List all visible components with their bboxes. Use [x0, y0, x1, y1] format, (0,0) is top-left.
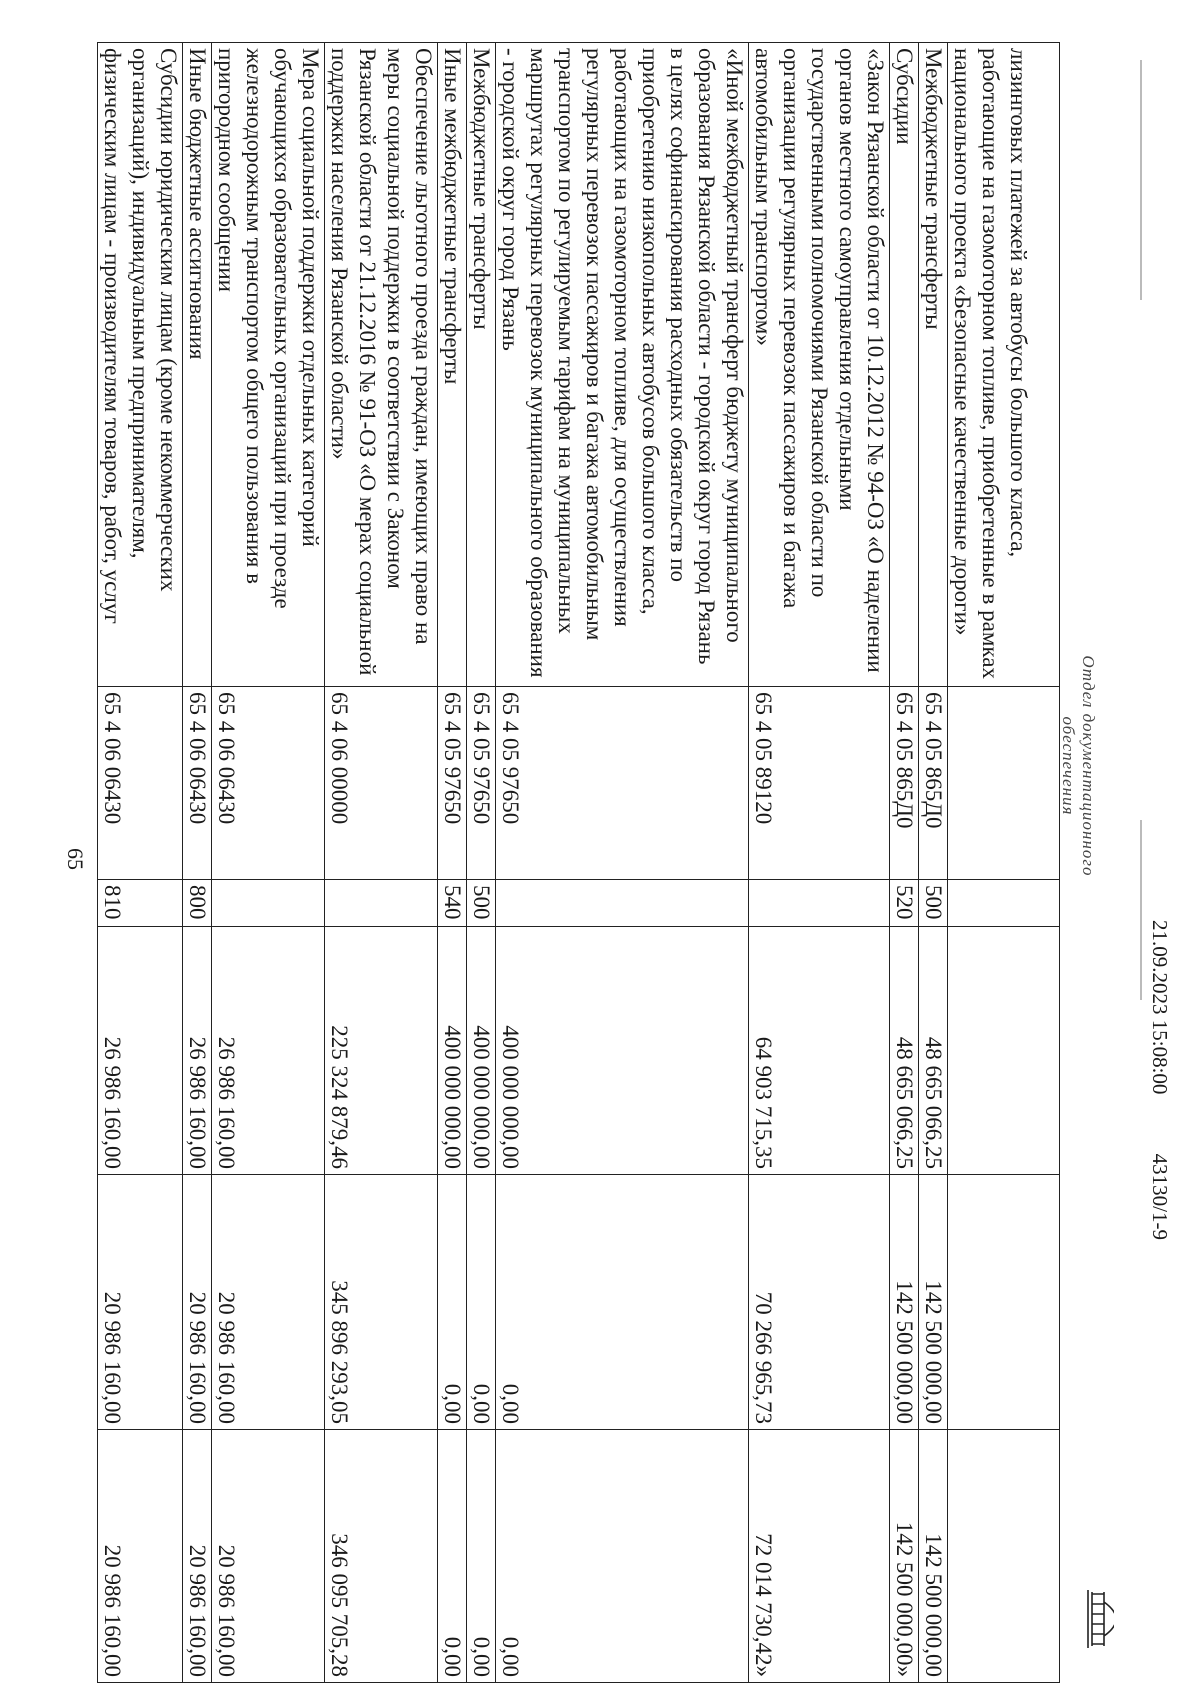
- cell-name: Иные межбюджетные трансферты: [438, 43, 467, 687]
- table-row: [919, 43, 948, 1683]
- cell-v2: 20 986 160,00: [183, 1175, 212, 1430]
- cell-code: 65 4 05 97650: [438, 687, 467, 880]
- cell-v1: 400 000 000,00: [496, 927, 749, 1175]
- cell-v3: 20 986 160,00: [183, 1430, 212, 1683]
- cell-code: 65 4 06 06430: [212, 687, 325, 880]
- table-row: [438, 43, 467, 1683]
- cell-vr: [212, 880, 325, 927]
- cell-v1: 48 665 066,25: [919, 927, 948, 1175]
- cell-v2: 0,00: [438, 1175, 467, 1430]
- cell-v3: 142 500 000,00: [919, 1430, 948, 1683]
- cell-name: Субсидии юридическим лицам (кроме некоммерческих организаций), индивидуальным предпринимателям, физическим лицам - производителям товаров, работ, услуг: [98, 43, 183, 687]
- cell-vr: 810: [98, 880, 183, 927]
- footer-datetime: 21.09.2023 15:08:00: [1148, 920, 1172, 1095]
- cell-code: 65 4 06 00000: [325, 687, 438, 880]
- table-row: [749, 43, 890, 1683]
- cell-name: Межбюджетные трансферты: [919, 43, 948, 687]
- budget-table-body: [98, 43, 1060, 1683]
- cell-code: 65 4 05 865Д0: [919, 687, 948, 880]
- cell-v3: 20 986 160,00: [212, 1430, 325, 1683]
- budget-table: [97, 42, 1060, 1683]
- cell-name: «Закон Рязанской области от 10.12.2012 № 94-ОЗ «О наделении органов местного самоуправления отдельными государственными полномочиями Рязанской области по организации регулярных перевозок пассажиров и багажа автомобильным транспортом»: [749, 43, 890, 687]
- footer: [1147, 920, 1172, 1294]
- cell-v2: 20 986 160,00: [212, 1175, 325, 1430]
- cell-v1: 400 000 000,00: [438, 927, 467, 1175]
- scan-artifact: [1140, 60, 1142, 300]
- cell-v2: 142 500 000,00: [919, 1175, 948, 1430]
- cell-v1: 400 000 000,00: [467, 927, 496, 1175]
- table-row: [98, 43, 183, 1683]
- budget-table-sheet: [100, 42, 1060, 1682]
- table-row: [183, 43, 212, 1683]
- cell-v2: 20 986 160,00: [98, 1175, 183, 1430]
- footer-doc-number: 43130/1-9: [1148, 1153, 1172, 1240]
- cell-v2: [948, 1175, 1060, 1430]
- cell-v2: 70 266 965,73: [749, 1175, 890, 1430]
- cell-name: «Иной межбюджетный трансферт бюджету муниципального образования Рязанской области - городской округ город Рязань в целях софинансирования расходных обязательств по приобретению низкопольных автобусов большого класса, работающих на газомоторном топливе, для осуществления регулярных перевозок пассажиров и багажа автомобильным транспортом по регулируемым тарифам на муниципальных маршрутах регулярных перевозок муниципального образования - городской округ город Рязань: [496, 43, 749, 687]
- cell-code: [948, 687, 1060, 880]
- stamp-line-1: Отдел документационного: [1079, 655, 1098, 877]
- cell-name: Мера социальной поддержки отдельных категорий обучающихся образовательных организаций при проезде железнодорожным транспортом общего пользования в пригородном сообщении: [212, 43, 325, 687]
- cell-name: лизинговых платежей за автобусы большого класса, работающие на газомоторном топливе, приобретенные в рамках национального проекта «Безопасные качественные дороги»: [948, 43, 1060, 687]
- table-row: [890, 43, 919, 1683]
- table-row: [325, 43, 438, 1683]
- cell-code: 65 4 06 06430: [183, 687, 212, 880]
- cell-v3: 20 986 160,00: [98, 1430, 183, 1683]
- table-row: [467, 43, 496, 1683]
- cell-vr: [325, 880, 438, 927]
- table-row: [948, 43, 1060, 1683]
- cell-vr: 520: [890, 880, 919, 927]
- cell-v2: 0,00: [467, 1175, 496, 1430]
- cell-vr: 500: [467, 880, 496, 927]
- cell-v1: 64 903 715,35: [749, 927, 890, 1175]
- cell-v3: 346 095 705,28: [325, 1430, 438, 1683]
- cell-v3: [948, 1430, 1060, 1683]
- cell-v3: 72 014 730,42»: [749, 1430, 890, 1683]
- cell-v1: 26 986 160,00: [98, 927, 183, 1175]
- cell-vr: 500: [919, 880, 948, 927]
- cell-code: 65 4 05 865Д0: [890, 687, 919, 880]
- scan-artifact: [1140, 820, 1142, 1000]
- stamp-line-2: обеспечения: [1059, 716, 1078, 816]
- cell-code: 65 4 06 06430: [98, 687, 183, 880]
- cell-vr: [749, 880, 890, 927]
- table-row: [496, 43, 749, 1683]
- cell-v2: 142 500 000,00: [890, 1175, 919, 1430]
- cell-v1: 48 665 066,25: [890, 927, 919, 1175]
- cell-name: Субсидии: [890, 43, 919, 687]
- cell-v1: 26 986 160,00: [212, 927, 325, 1175]
- cell-v1: [948, 927, 1060, 1175]
- cell-v3: 0,00: [496, 1430, 749, 1683]
- cell-v3: 142 500 000,00»: [890, 1430, 919, 1683]
- cell-name: Обеспечение льготного проезда граждан, имеющих право на меры социальной поддержки в соответствии с Законом Рязанской области от 21.12.2016 № 91-ОЗ «О мерах социальной поддержки населения Рязанской области»: [325, 43, 438, 687]
- cell-code: 65 4 05 97650: [467, 687, 496, 880]
- cell-vr: [496, 880, 749, 927]
- page-number: 65: [63, 848, 88, 870]
- cell-v1: 225 324 879,46: [325, 927, 438, 1175]
- cell-v3: 0,00: [467, 1430, 496, 1683]
- cell-v2: 345 896 293,05: [325, 1175, 438, 1430]
- cell-v3: 0,00: [438, 1430, 467, 1683]
- cell-v2: 0,00: [496, 1175, 749, 1430]
- cell-vr: [948, 880, 1060, 927]
- cell-code: 65 4 05 89120: [749, 687, 890, 880]
- cell-vr: 800: [183, 880, 212, 927]
- duma-building-icon: [1080, 1582, 1114, 1656]
- cell-v1: 26 986 160,00: [183, 927, 212, 1175]
- department-stamp: [1058, 566, 1098, 966]
- cell-name: Иные бюджетные ассигнования: [183, 43, 212, 687]
- table-row: [212, 43, 325, 1683]
- cell-vr: 540: [438, 880, 467, 927]
- cell-name: Межбюджетные трансферты: [467, 43, 496, 687]
- cell-code: 65 4 05 97650: [496, 687, 749, 880]
